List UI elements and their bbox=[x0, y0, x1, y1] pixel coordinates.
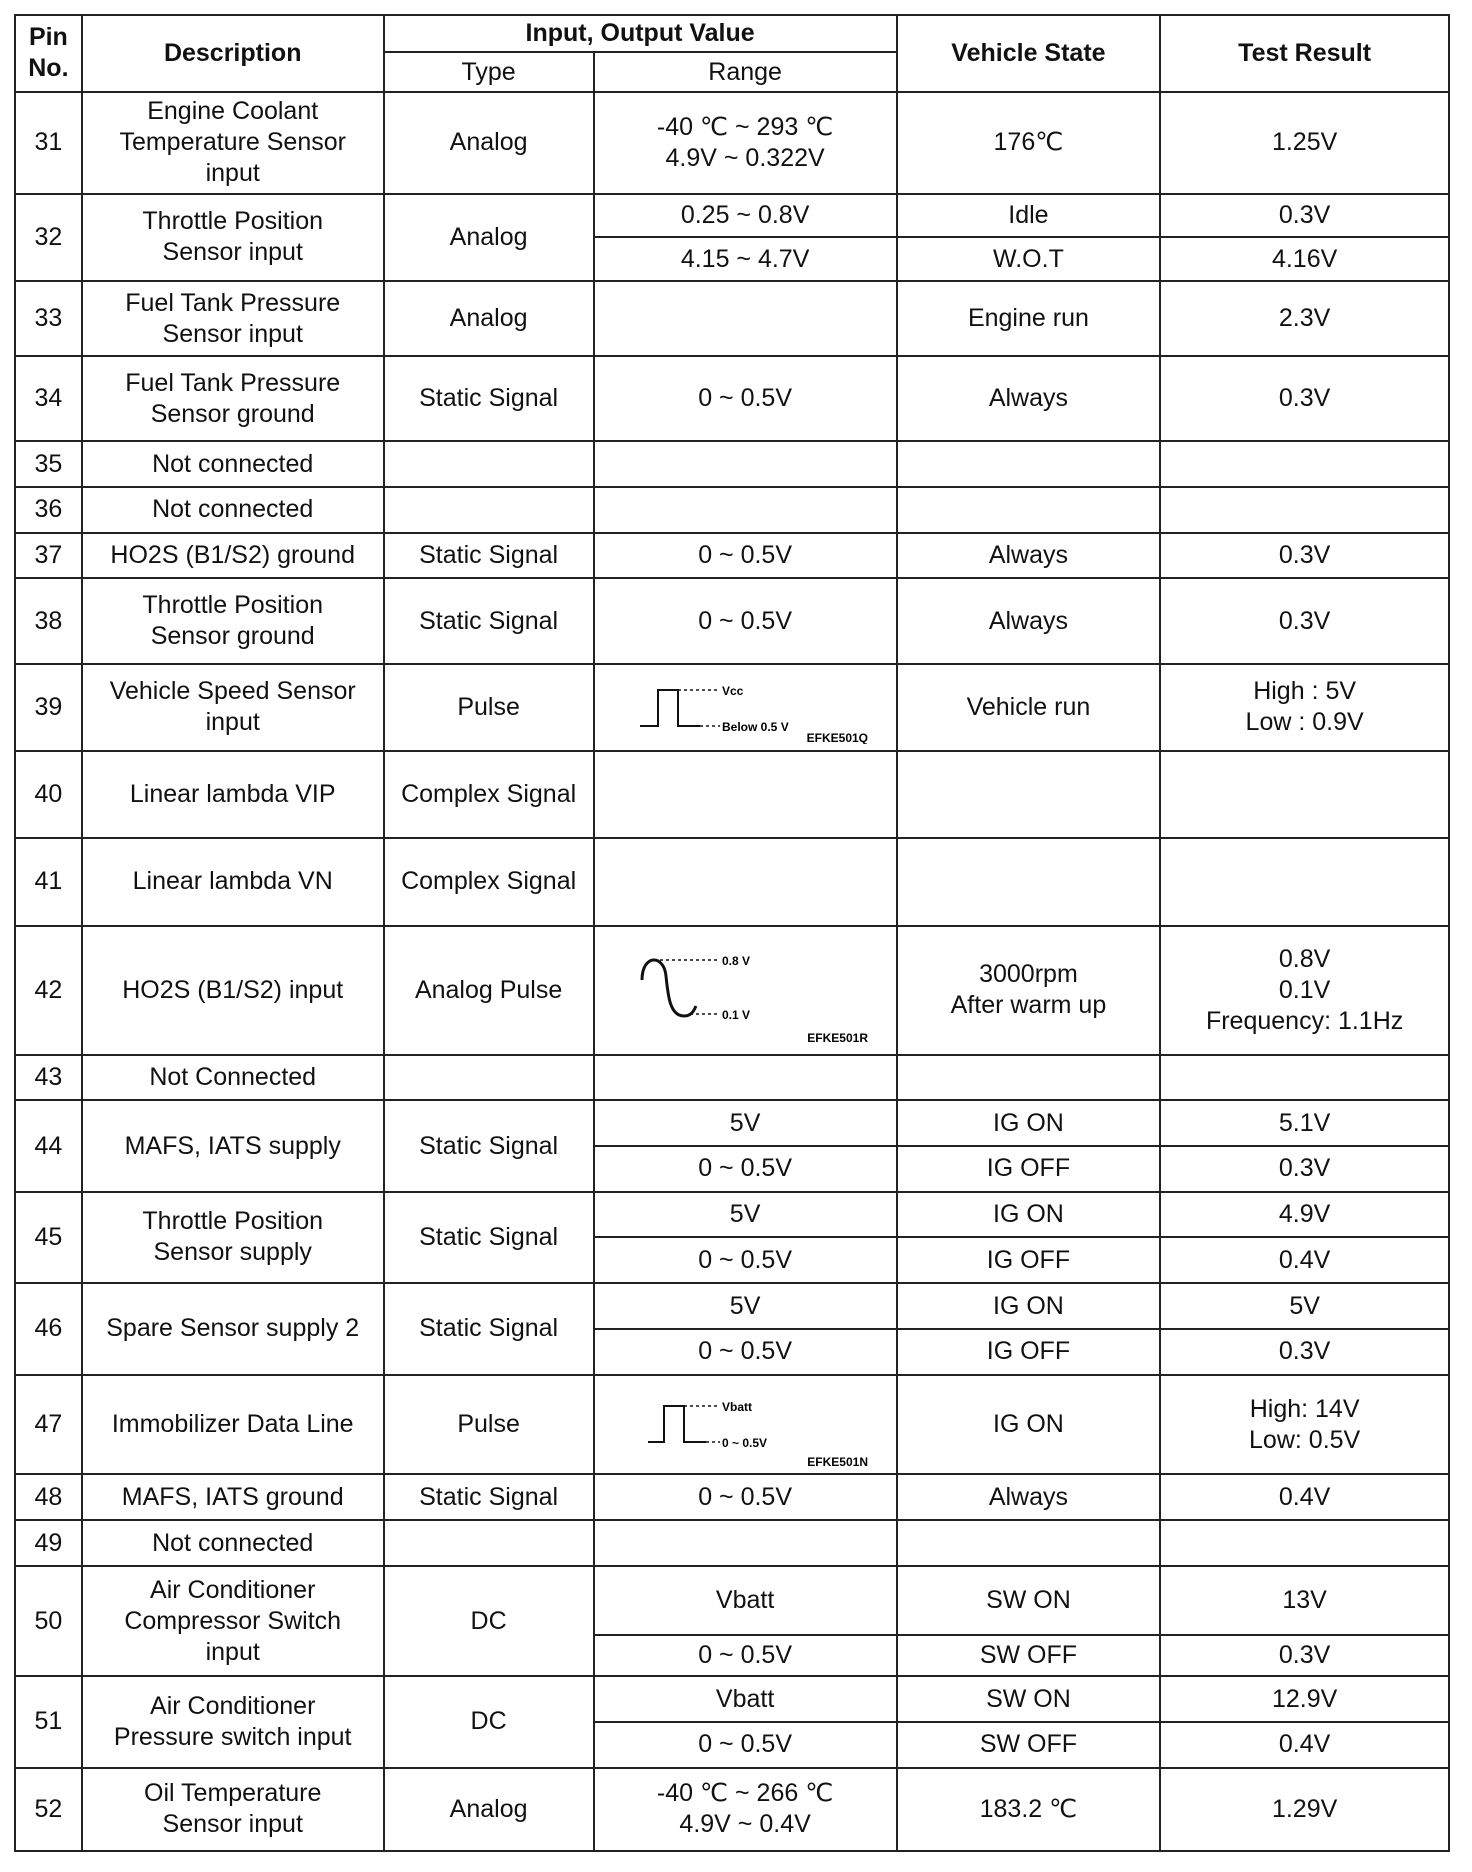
header-test-result: Test Result bbox=[1160, 15, 1449, 92]
signal-range: -40 ℃ ~ 266 ℃ 4.9V ~ 0.4V bbox=[594, 1768, 897, 1851]
vehicle-state: Always bbox=[897, 533, 1161, 579]
signal-range: 5V bbox=[594, 1283, 897, 1329]
pin-description: Air Conditioner Pressure switch input bbox=[82, 1676, 384, 1767]
pin-number: 50 bbox=[15, 1566, 82, 1676]
pin-description: Air Conditioner Compressor Switch input bbox=[82, 1566, 384, 1676]
wave-high-label: Vbatt bbox=[722, 1399, 753, 1414]
table-row bbox=[15, 1676, 1449, 1722]
signal-type: DC bbox=[384, 1566, 594, 1676]
table-row bbox=[15, 1474, 1449, 1520]
pin-number: 45 bbox=[15, 1192, 82, 1283]
table-row bbox=[15, 1100, 1449, 1146]
vehicle-state: SW OFF bbox=[897, 1722, 1161, 1768]
vehicle-state bbox=[897, 441, 1161, 487]
wave-low-label: Below 0.5 V bbox=[722, 720, 789, 735]
pin-number: 33 bbox=[15, 281, 82, 356]
pin-number: 34 bbox=[15, 356, 82, 441]
signal-type: Static Signal bbox=[384, 1474, 594, 1520]
vehicle-state: IG ON bbox=[897, 1192, 1161, 1238]
table-row bbox=[15, 92, 1449, 194]
table-row bbox=[15, 281, 1449, 356]
pin-number: 31 bbox=[15, 92, 82, 194]
table-row bbox=[15, 1283, 1449, 1329]
test-result: 4.16V bbox=[1160, 237, 1449, 281]
signal-type bbox=[384, 1520, 594, 1566]
vehicle-state bbox=[897, 487, 1161, 533]
pin-number: 36 bbox=[15, 487, 82, 533]
pin-description: Fuel Tank Pressure Sensor ground bbox=[82, 356, 384, 441]
signal-range bbox=[594, 487, 897, 533]
vehicle-state: Always bbox=[897, 578, 1161, 663]
signal-range bbox=[594, 664, 897, 751]
header-range: Range bbox=[594, 52, 897, 92]
test-result: High: 14V Low: 0.5V bbox=[1160, 1375, 1449, 1475]
signal-type: Static Signal bbox=[384, 356, 594, 441]
signal-type: Static Signal bbox=[384, 533, 594, 579]
table-row bbox=[15, 1375, 1449, 1475]
signal-range bbox=[594, 926, 897, 1055]
vehicle-state: SW ON bbox=[897, 1566, 1161, 1635]
vehicle-state: IG ON bbox=[897, 1100, 1161, 1146]
signal-type: Analog bbox=[384, 1768, 594, 1851]
pin-description: Immobilizer Data Line bbox=[82, 1375, 384, 1475]
signal-range: 0 ~ 0.5V bbox=[594, 1146, 897, 1192]
test-result bbox=[1160, 441, 1449, 487]
table-row bbox=[15, 356, 1449, 441]
header-vehicle-state: Vehicle State bbox=[897, 15, 1161, 92]
signal-range: 5V bbox=[594, 1192, 897, 1238]
test-result: 1.29V bbox=[1160, 1768, 1449, 1851]
figure-code: EFKE501Q bbox=[806, 731, 869, 745]
signal-range: 0 ~ 0.5V bbox=[594, 356, 897, 441]
vehicle-state: 176℃ bbox=[897, 92, 1161, 194]
test-result: 0.3V bbox=[1160, 1329, 1449, 1375]
pin-number: 49 bbox=[15, 1520, 82, 1566]
pin-number: 52 bbox=[15, 1768, 82, 1851]
pin-description: Not connected bbox=[82, 441, 384, 487]
test-result: 0.3V bbox=[1160, 578, 1449, 663]
table-row bbox=[15, 1520, 1449, 1566]
vehicle-state: 183.2 ℃ bbox=[897, 1768, 1161, 1851]
signal-type: Complex Signal bbox=[384, 751, 594, 838]
pin-number: 42 bbox=[15, 926, 82, 1055]
square-pulse-waveform bbox=[620, 670, 870, 744]
pin-description: Throttle Position Sensor supply bbox=[82, 1192, 384, 1283]
signal-type: DC bbox=[384, 1676, 594, 1767]
signal-type: Analog Pulse bbox=[384, 926, 594, 1055]
vehicle-state: Vehicle run bbox=[897, 664, 1161, 751]
signal-type: Complex Signal bbox=[384, 838, 594, 925]
test-result: 12.9V bbox=[1160, 1676, 1449, 1722]
vehicle-state bbox=[897, 1520, 1161, 1566]
test-result: 0.3V bbox=[1160, 194, 1449, 238]
vehicle-state: IG ON bbox=[897, 1375, 1161, 1475]
signal-type: Static Signal bbox=[384, 1283, 594, 1374]
test-result: 0.4V bbox=[1160, 1474, 1449, 1520]
test-result: 4.9V bbox=[1160, 1192, 1449, 1238]
pin-number: 43 bbox=[15, 1055, 82, 1101]
test-result: 0.4V bbox=[1160, 1722, 1449, 1768]
test-result: 13V bbox=[1160, 1566, 1449, 1635]
pin-description: Linear lambda VIP bbox=[82, 751, 384, 838]
pin-number: 40 bbox=[15, 751, 82, 838]
vehicle-state: IG OFF bbox=[897, 1237, 1161, 1283]
signal-range: 5V bbox=[594, 1100, 897, 1146]
test-result: 0.3V bbox=[1160, 356, 1449, 441]
pin-description: Vehicle Speed Sensor input bbox=[82, 664, 384, 751]
figure-code: EFKE501N bbox=[807, 1454, 869, 1468]
pin-number: 48 bbox=[15, 1474, 82, 1520]
signal-type: Static Signal bbox=[384, 578, 594, 663]
signal-range: 4.15 ~ 4.7V bbox=[594, 237, 897, 281]
signal-type bbox=[384, 487, 594, 533]
pin-description: Not Connected bbox=[82, 1055, 384, 1101]
pin-description: Engine Coolant Temperature Sensor input bbox=[82, 92, 384, 194]
table-row bbox=[15, 751, 1449, 838]
signal-range: 0 ~ 0.5V bbox=[594, 1474, 897, 1520]
signal-range: 0 ~ 0.5V bbox=[594, 533, 897, 579]
test-result: 0.8V 0.1V Frequency: 1.1Hz bbox=[1160, 926, 1449, 1055]
pin-number: 51 bbox=[15, 1676, 82, 1767]
vehicle-state: Idle bbox=[897, 194, 1161, 238]
signal-range: 0 ~ 0.5V bbox=[594, 1237, 897, 1283]
signal-range: Vbatt bbox=[594, 1676, 897, 1722]
signal-range: -40 ℃ ~ 293 ℃ 4.9V ~ 0.322V bbox=[594, 92, 897, 194]
vehicle-state: Engine run bbox=[897, 281, 1161, 356]
test-result: 0.3V bbox=[1160, 1635, 1449, 1677]
signal-range bbox=[594, 1520, 897, 1566]
vehicle-state bbox=[897, 838, 1161, 925]
wave-low-label: 0.1 V bbox=[722, 1008, 751, 1023]
pin-number: 38 bbox=[15, 578, 82, 663]
signal-range bbox=[594, 751, 897, 838]
table-row bbox=[15, 664, 1449, 751]
pin-description: Fuel Tank Pressure Sensor input bbox=[82, 281, 384, 356]
pin-number: 41 bbox=[15, 838, 82, 925]
vehicle-state: W.O.T bbox=[897, 237, 1161, 281]
test-result bbox=[1160, 487, 1449, 533]
test-result: 1.25V bbox=[1160, 92, 1449, 194]
table-row bbox=[15, 926, 1449, 1055]
table-row bbox=[15, 1566, 1449, 1635]
test-result bbox=[1160, 1055, 1449, 1101]
signal-range: 0 ~ 0.5V bbox=[594, 1722, 897, 1768]
pin-description: Throttle Position Sensor input bbox=[82, 194, 384, 281]
table-row bbox=[15, 441, 1449, 487]
figure-code: EFKE501R bbox=[807, 1031, 869, 1046]
signal-range bbox=[594, 838, 897, 925]
signal-range bbox=[594, 1055, 897, 1101]
signal-type: Static Signal bbox=[384, 1100, 594, 1191]
vehicle-state: IG ON bbox=[897, 1283, 1161, 1329]
signal-range bbox=[594, 281, 897, 356]
sine-waveform bbox=[620, 934, 870, 1046]
signal-range: Vbatt bbox=[594, 1566, 897, 1635]
pin-number: 32 bbox=[15, 194, 82, 281]
signal-type: Pulse bbox=[384, 1375, 594, 1475]
test-result bbox=[1160, 1520, 1449, 1566]
vehicle-state: SW ON bbox=[897, 1676, 1161, 1722]
signal-type: Static Signal bbox=[384, 1192, 594, 1283]
test-result bbox=[1160, 751, 1449, 838]
header-description: Description bbox=[82, 15, 384, 92]
pin-number: 46 bbox=[15, 1283, 82, 1374]
wave-high-label: Vcc bbox=[722, 684, 744, 699]
pin-description: HO2S (B1/S2) input bbox=[82, 926, 384, 1055]
table-row bbox=[15, 838, 1449, 925]
signal-range: 0 ~ 0.5V bbox=[594, 578, 897, 663]
table-row bbox=[15, 194, 1449, 238]
vehicle-state: IG OFF bbox=[897, 1146, 1161, 1192]
header-type: Type bbox=[384, 52, 594, 92]
pin-description: Throttle Position Sensor ground bbox=[82, 578, 384, 663]
signal-type: Analog bbox=[384, 194, 594, 281]
pin-number: 44 bbox=[15, 1100, 82, 1191]
test-result: 0.4V bbox=[1160, 1237, 1449, 1283]
test-result: 0.3V bbox=[1160, 1146, 1449, 1192]
vehicle-state: IG OFF bbox=[897, 1329, 1161, 1375]
square-pulse-waveform bbox=[620, 1382, 870, 1468]
test-result: 5.1V bbox=[1160, 1100, 1449, 1146]
vehicle-state: Always bbox=[897, 356, 1161, 441]
signal-type: Analog bbox=[384, 281, 594, 356]
signal-type bbox=[384, 441, 594, 487]
pin-description: Not connected bbox=[82, 487, 384, 533]
table-row bbox=[15, 1768, 1449, 1851]
pin-description: Oil Temperature Sensor input bbox=[82, 1768, 384, 1851]
signal-range: 0.25 ~ 0.8V bbox=[594, 194, 897, 238]
table-row bbox=[15, 533, 1449, 579]
test-result bbox=[1160, 838, 1449, 925]
vehicle-state: 3000rpm After warm up bbox=[897, 926, 1161, 1055]
pin-number: 47 bbox=[15, 1375, 82, 1475]
signal-type: Analog bbox=[384, 92, 594, 194]
pin-description: MAFS, IATS supply bbox=[82, 1100, 384, 1191]
pin-number: 35 bbox=[15, 441, 82, 487]
vehicle-state bbox=[897, 1055, 1161, 1101]
pin-description: Spare Sensor supply 2 bbox=[82, 1283, 384, 1374]
table-row bbox=[15, 487, 1449, 533]
wave-low-label: 0 ~ 0.5V bbox=[722, 1435, 768, 1450]
wave-high-label: 0.8 V bbox=[722, 954, 751, 969]
pin-description: Not connected bbox=[82, 1520, 384, 1566]
signal-range bbox=[594, 1375, 897, 1475]
header-input-output-value: Input, Output Value bbox=[384, 15, 897, 52]
table-row bbox=[15, 1192, 1449, 1238]
pin-description: HO2S (B1/S2) ground bbox=[82, 533, 384, 579]
test-result: High : 5V Low : 0.9V bbox=[1160, 664, 1449, 751]
table-row bbox=[15, 578, 1449, 663]
pin-number: 37 bbox=[15, 533, 82, 579]
pin-description: Linear lambda VN bbox=[82, 838, 384, 925]
vehicle-state: SW OFF bbox=[897, 1635, 1161, 1677]
vehicle-state bbox=[897, 751, 1161, 838]
pin-number: 39 bbox=[15, 664, 82, 751]
signal-type: Pulse bbox=[384, 664, 594, 751]
signal-range bbox=[594, 441, 897, 487]
test-result: 5V bbox=[1160, 1283, 1449, 1329]
signal-range: 0 ~ 0.5V bbox=[594, 1329, 897, 1375]
table-row bbox=[15, 1055, 1449, 1101]
test-result: 2.3V bbox=[1160, 281, 1449, 356]
header-pin-no: Pin No. bbox=[15, 15, 82, 92]
ecm-pin-table bbox=[14, 14, 1450, 1852]
signal-range: 0 ~ 0.5V bbox=[594, 1635, 897, 1677]
pin-description: MAFS, IATS ground bbox=[82, 1474, 384, 1520]
signal-type bbox=[384, 1055, 594, 1101]
test-result: 0.3V bbox=[1160, 533, 1449, 579]
vehicle-state: Always bbox=[897, 1474, 1161, 1520]
